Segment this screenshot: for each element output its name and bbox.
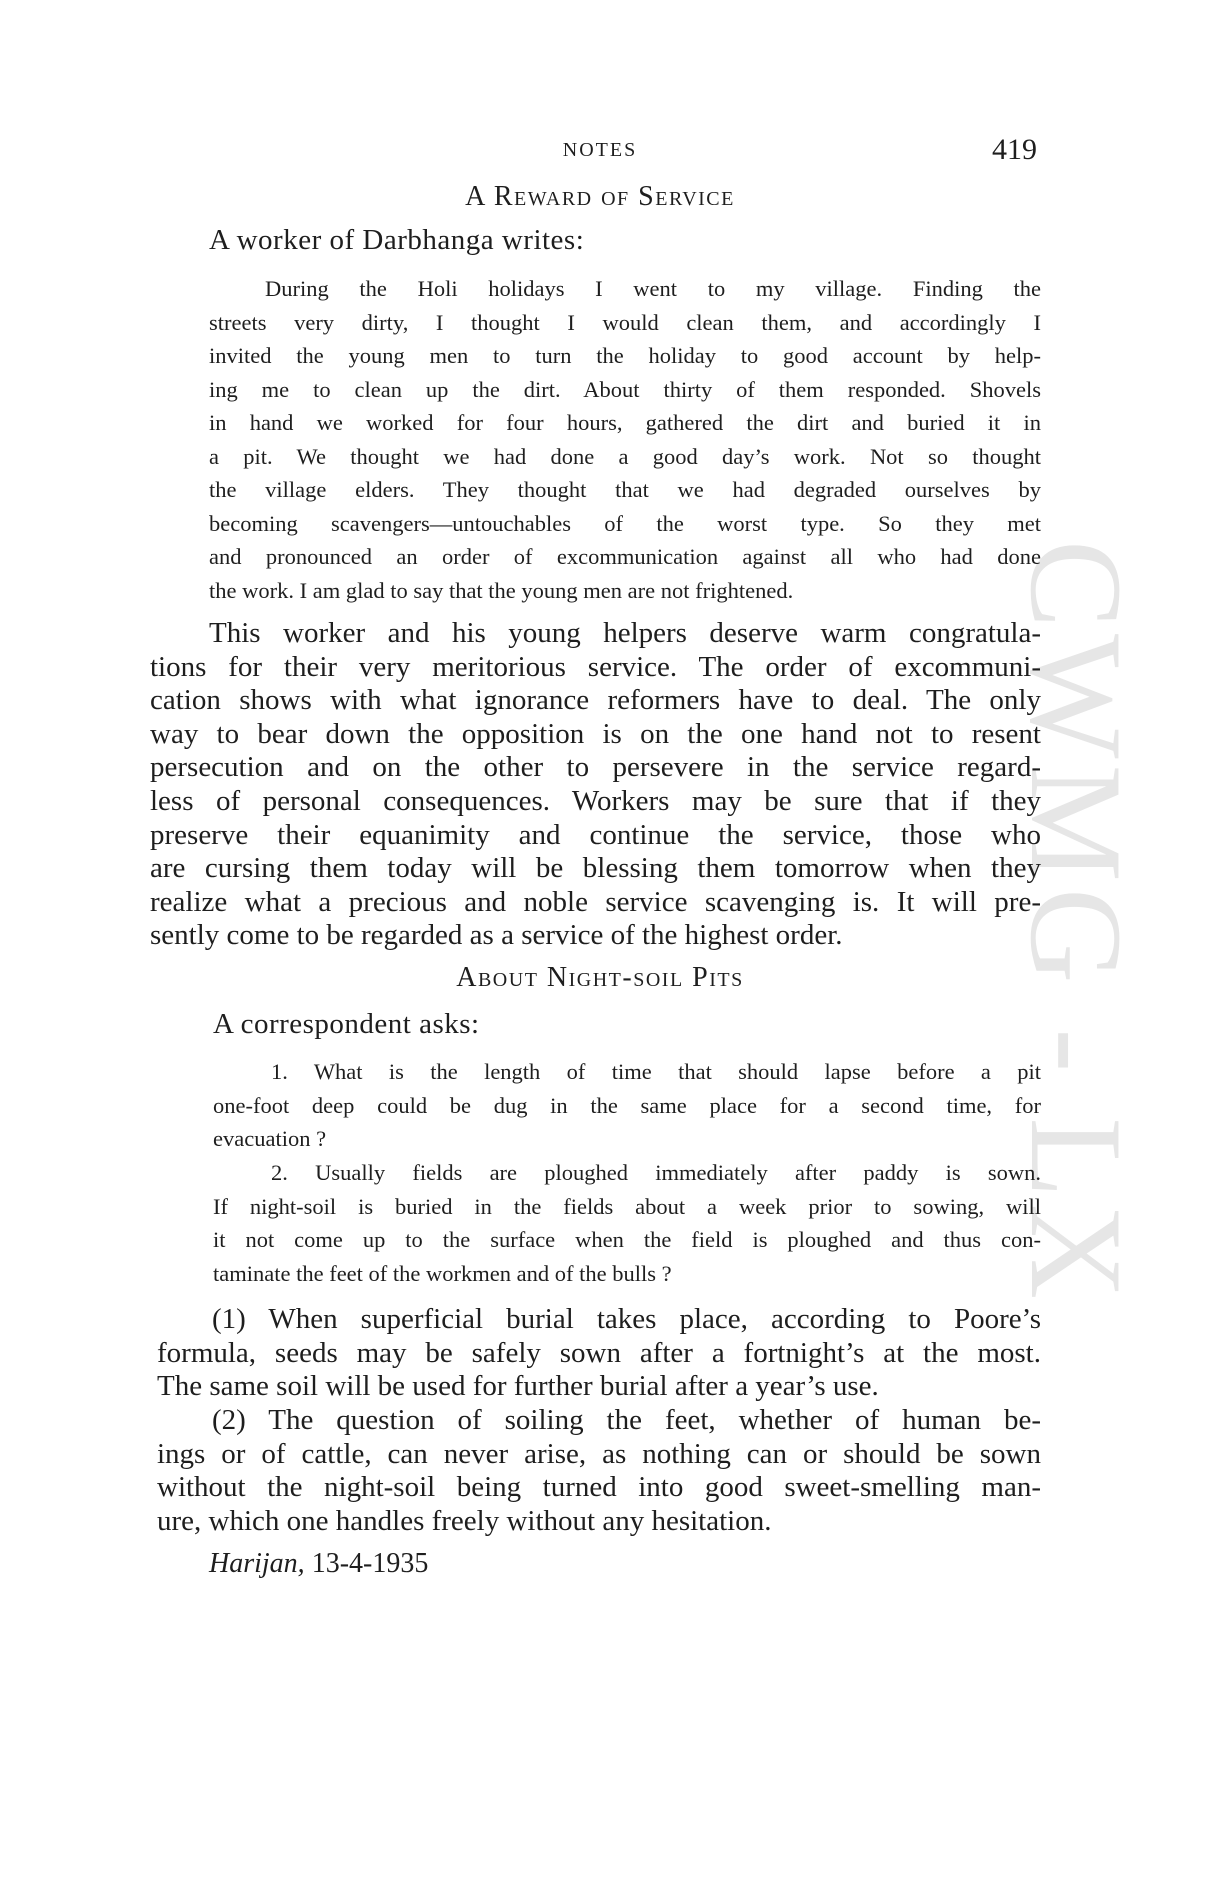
intro-correspondent-asks: A correspondent asks: xyxy=(213,1008,480,1040)
text-line: 1. What is the length of time that should lapse before a pit xyxy=(271,1059,1041,1084)
text-line: taminate the feet of the workmen and of the bulls ? xyxy=(213,1260,672,1286)
text-line: cation shows with what ignorance reformers have to deal. The only xyxy=(150,684,1041,717)
text-line: The same soil will be used for further burial after a year’s use. xyxy=(157,1370,879,1403)
quoted-letter xyxy=(209,272,1041,607)
text-line: without the night-soil being turned into good sweet-smelling man- xyxy=(157,1471,1041,1504)
intro-worker-writes: A worker of Darbhanga writes: xyxy=(209,224,585,256)
text-line: This worker and his young helpers deserve warm congratula- xyxy=(209,617,1041,649)
text-line: ings or of cattle, can never arise, as nothing can or should be sown xyxy=(157,1437,1041,1470)
text-line: and pronounced an order of excommunication against all who had done xyxy=(209,544,1041,569)
text-line: streets very dirty, I thought I would clean them, and accordingly I xyxy=(209,309,1041,335)
answer-1 xyxy=(157,1303,1041,1404)
text-line: ure, which one handles freely without any hesitation. xyxy=(157,1504,772,1537)
source-citation xyxy=(209,1548,428,1580)
text-line: (2) The question of soiling the feet, whether of human be- xyxy=(212,1404,1041,1436)
source-date: 13-4-1935 xyxy=(311,1548,429,1579)
text-line: During the Holi holidays I went to my village. Finding the xyxy=(265,276,1041,301)
text-line: becoming scavengers—untouchables of the worst type. So they met xyxy=(209,510,1041,536)
text-line: evacuation ? xyxy=(213,1126,327,1151)
section-heading-night-soil-pits: About Night-soil Pits xyxy=(456,962,744,993)
text-line: it not come up to the surface when the field is ploughed and thus con- xyxy=(213,1227,1041,1252)
text-line: the village elders. They thought that we had degraded ourselves by xyxy=(209,477,1041,502)
page-number: 419 xyxy=(992,133,1037,166)
text-line: persecution and on the other to persevere in the service regard- xyxy=(150,751,1041,784)
text-line: 2. Usually fields are ploughed immediately after paddy is sown. xyxy=(271,1160,1041,1185)
text-line: realize what a precious and noble service scavenging is. It will pre- xyxy=(150,885,1041,918)
running-head-title: NOTES xyxy=(562,139,638,161)
text-line: formula, seeds may be safely sown after a fortnight’s at the most. xyxy=(157,1336,1041,1369)
reply-paragraph xyxy=(150,617,1041,953)
text-line: way to bear down the opposition is on the one hand not to resent xyxy=(150,717,1041,750)
text-line: a pit. We thought we had done a good day’s work. Not so thought xyxy=(209,443,1041,469)
text-line: ing me to clean up the dirt. About thirty of them responded. Shovels xyxy=(209,376,1041,402)
question-1 xyxy=(213,1055,1041,1156)
running-head xyxy=(150,133,1050,173)
answer-2 xyxy=(157,1404,1041,1538)
text-line: in hand we worked for four hours, gathered the dirt and buried it in xyxy=(209,410,1041,435)
text-line: preserve their equanimity and continue the service, those who xyxy=(150,818,1041,851)
text-line: the work. I am glad to say that the young men are not frightened. xyxy=(209,577,794,603)
section-heading-reward-of-service: A Reward of Service xyxy=(465,181,735,212)
text-line: (1) When superficial burial takes place, according to Poore’s xyxy=(212,1303,1041,1335)
text-line: tions for their very meritorious service. The order of excommuni- xyxy=(150,650,1041,683)
text-line: invited the young men to turn the holiday to good account by help- xyxy=(209,343,1041,368)
text-line: less of personal consequences. Workers may be sure that if they xyxy=(150,784,1041,817)
source-publication: Harijan, xyxy=(209,1548,305,1579)
text-line: are cursing them today will be blessing them tomorrow when they xyxy=(150,852,1041,885)
text-line: sently come to be regarded as a service of the highest order. xyxy=(150,919,843,952)
text-line: one-foot deep could be dug in the same place for a second time, for xyxy=(213,1092,1041,1118)
text-line: If night-soil is buried in the fields about a week prior to sowing, will xyxy=(213,1193,1041,1219)
question-2 xyxy=(213,1156,1041,1290)
watermark: CWMG - LX xyxy=(1003,540,1150,1306)
